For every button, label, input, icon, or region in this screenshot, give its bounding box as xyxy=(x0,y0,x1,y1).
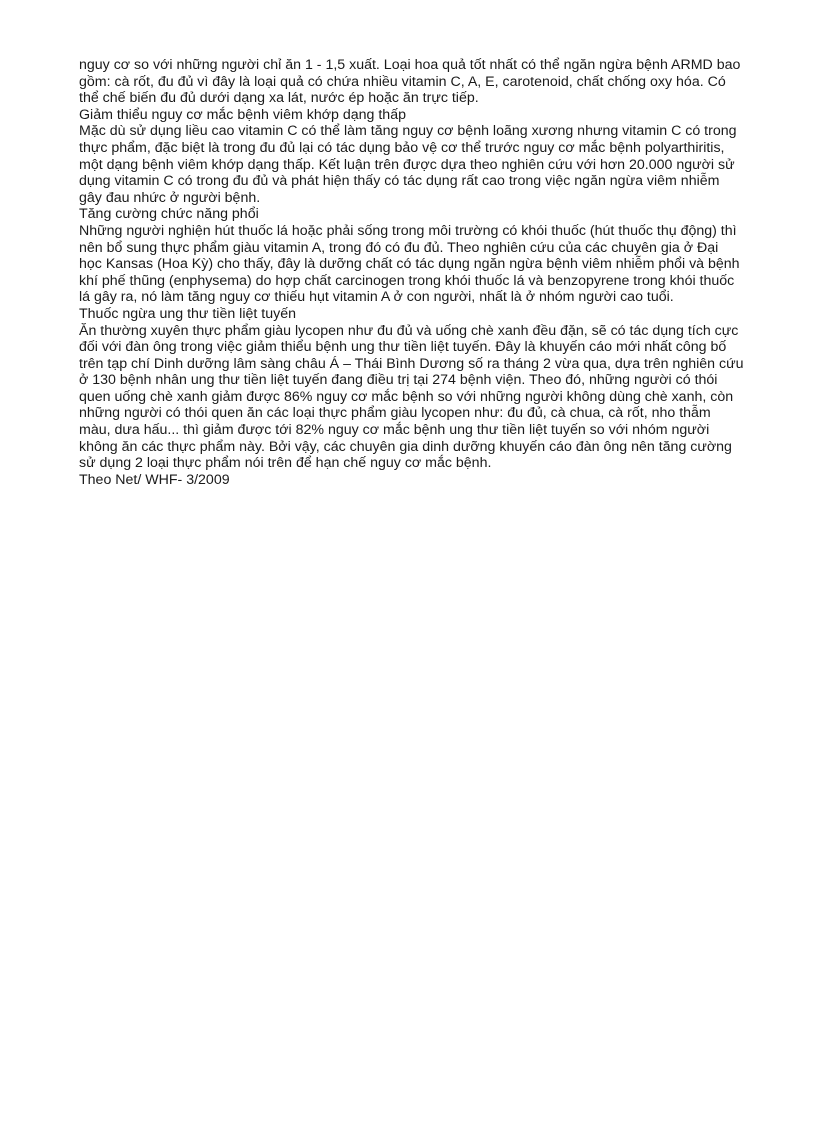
section-body-prostate: Ăn thường xuyên thực phẩm giàu lycopen như đu đủ và uống chè xanh đều đặn, sẽ có tác dụng tích cực đối với đàn ông trong việc giảm thiểu bệnh ung thư tiền liệt tuyến. Đây là khuyến cáo mới nhất công bố trên tạp chí Dinh dưỡng lâm sàng châu Á – Thái Bình Dương số ra tháng 2 vừa qua, dựa trên nghiên cứu ở 130 bệnh nhân ung thư tiền liệt tuyến đang điều trị tại 274 bệnh viện. Theo đó, những người có thói quen uống chè xanh giảm được 86% nguy cơ mắc bệnh so với những người không dùng chè xanh, còn những người có thói quen ăn các loại thực phẩm giàu lycopen như: đu đủ, cà chua, cà rốt, nho thẫm màu, dưa hấu... thì giảm được tới 82% nguy cơ mắc bệnh ung thư tiền liệt tuyến so với nhóm người không ăn các thực phẩm này. Bởi vậy, các chuyên gia dinh dưỡng khuyến cáo đàn ông nên tăng cường sử dụng 2 loại thực phẩm nói trên để hạn chế nguy cơ mắc bệnh. xyxy=(79,322,744,472)
source-credit: Theo Net/ WHF- 3/2009 xyxy=(79,471,230,488)
document-page xyxy=(79,57,744,488)
section-heading-arthritis: Giảm thiểu nguy cơ mắc bệnh viêm khớp dạng thấp xyxy=(79,106,406,123)
section-body-lung: Những người nghiện hút thuốc lá hoặc phải sống trong môi trường có khói thuốc (hút thuốc thụ động) thì nên bổ sung thực phẩm giàu vitamin A, trong đó có đu đủ. Theo nghiên cứu của các chuyên gia ở Đại học Kansas (Hoa Kỳ) cho thấy, đây là dưỡng chất có tác dụng ngăn ngừa bệnh viêm nhiễm phổi và bệnh khí phế thũng (enphysema) do hợp chất carcinogen trong khói thuốc lá và benzopyrene trong khói thuốc lá gây ra, nó làm tăng nguy cơ thiếu hụt vitamin A ở con người, nhất là ở nhóm người cao tuổi. xyxy=(79,222,740,306)
section-body-arthritis: Mặc dù sử dụng liều cao vitamin C có thể làm tăng nguy cơ bệnh loãng xương nhưng vitamin C có trong thực phẩm, đặc biệt là trong đu đủ lại có tác dụng bảo vệ cơ thể trước nguy cơ mắc bệnh polyarthiritis, một dạng bệnh viêm khớp dạng thấp. Kết luận trên được dựa theo nghiên cứu với hơn 20.000 người sử dụng vitamin C có trong đu đủ và phát hiện thấy có tác dụng rất cao trong việc ngăn ngừa viêm nhiễm gây đau nhức ở người bệnh. xyxy=(79,123,737,206)
intro-paragraph: nguy cơ so với những người chỉ ăn 1 - 1,5 xuất. Loại hoa quả tốt nhất có thể ngăn ngừa bệnh ARMD bao gồm: cà rốt, đu đủ vì đây là loại quả có chứa nhiều vitamin C, A, E, carotenoid, chất chống oxy hóa. Có thể chế biến đu đủ dưới dạng xa lát, nước ép hoặc ăn trực tiếp. xyxy=(79,57,741,107)
section-heading-lung: Tăng cường chức năng phổi xyxy=(79,206,259,223)
section-heading-prostate: Thuốc ngừa ung thư tiền liệt tuyến xyxy=(79,305,296,322)
